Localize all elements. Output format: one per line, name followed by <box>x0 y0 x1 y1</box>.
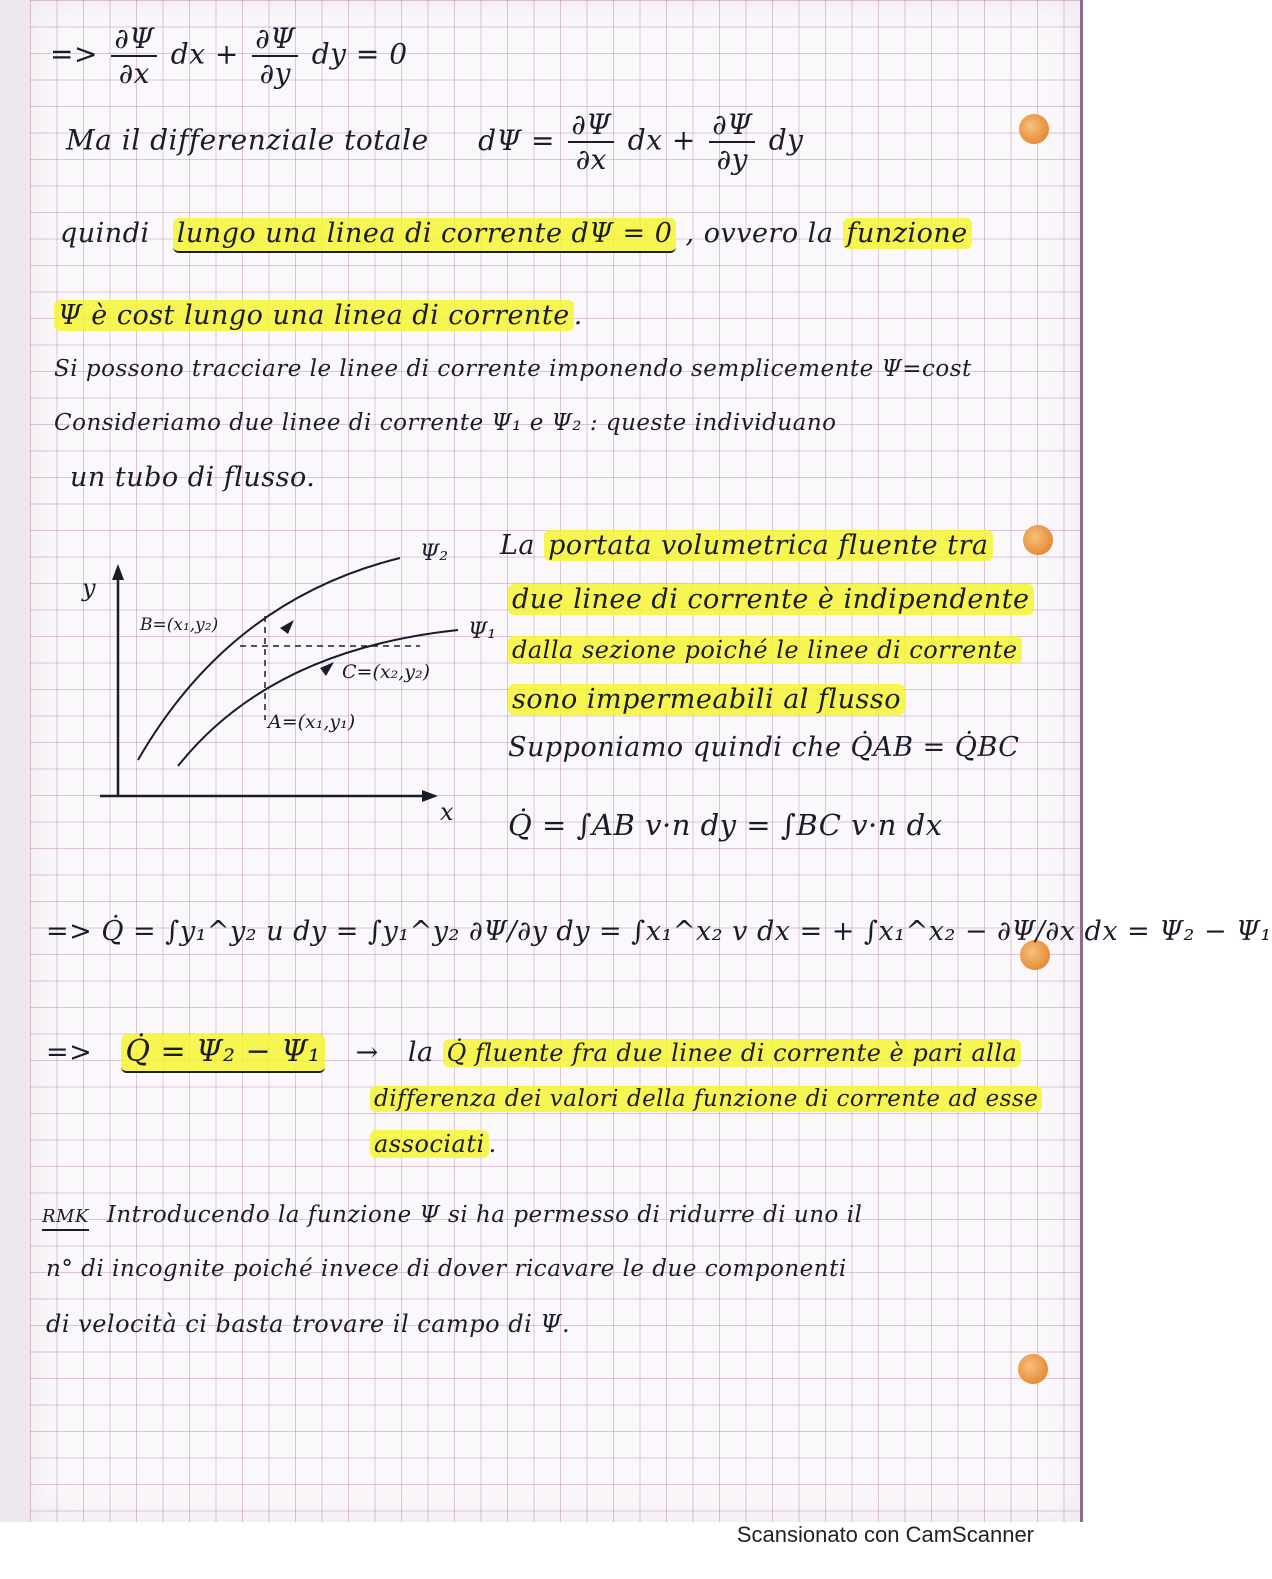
fraction: $\frac{\partial\Psi}{\partial y}$ <box>252 22 298 90</box>
remark-line-3: di velocità ci basta trovare il campo di Ψ. <box>46 1310 571 1338</box>
highlight: funzione <box>843 218 972 249</box>
fraction: $\frac{\partial\Psi}{\partial x}$ <box>111 22 157 90</box>
streamline-graph <box>82 520 530 840</box>
result-line-2 <box>370 1086 1042 1112</box>
highlight: associati <box>370 1130 489 1158</box>
boxed-result: Q̇ = Ψ₂ − Ψ₁ <box>121 1034 324 1073</box>
fraction: $\frac{\partial\Psi}{\partial x}$ <box>568 108 614 176</box>
y-axis-label: y <box>82 574 96 602</box>
curve-label-psi2: Ψ₂ <box>420 541 449 566</box>
text-right-2 <box>508 584 1034 615</box>
point-label-c: C=(x₂,y₂) <box>342 661 431 683</box>
punch-hole <box>1019 114 1049 144</box>
flow-rate-integral: Q̇ = ∫AB v·n dy = ∫BC v·n dx <box>508 808 943 842</box>
streamline-psi1 <box>178 630 458 766</box>
highlight: Ψ è cost lungo una linea di corrente <box>54 300 574 331</box>
punch-hole <box>1023 525 1053 555</box>
curve-label-psi1: Ψ₁ <box>468 619 497 644</box>
arrow-icon <box>280 620 294 634</box>
arrow-icon <box>320 662 334 676</box>
text-line-7: un tubo di flusso. <box>70 462 316 493</box>
x-axis-arrowhead <box>422 790 438 802</box>
equation-line-1: => $\frac{\partial\Psi}{\partial x}$ dx + $\frac{\partial\Psi}{\partial y}$ dy = 0 <box>50 22 408 90</box>
remark-label: RMK <box>42 1206 89 1231</box>
implies-arrow: => <box>50 37 98 71</box>
text-line-4: Ψ è cost lungo una linea di corrente . <box>54 300 583 331</box>
remark-line-2: n° di incognite poiché invece di dover ricavare le due componenti <box>46 1256 847 1282</box>
scanner-footer: Scansionato con CamScanner <box>736 1522 1034 1547</box>
punch-hole <box>1018 1354 1048 1384</box>
text-right-3 <box>508 636 1022 664</box>
result-line-3: associati . <box>370 1130 497 1158</box>
text-right-4 <box>508 684 905 715</box>
point-label-b: B=(x₁,y₂) <box>140 615 219 635</box>
text-line-3: quindi lungo una linea di corrente dΨ = 0 , ovvero la funzione <box>60 218 972 249</box>
remark-line-1: RMK Introducendo la funzione Ψ si ha permesso di ridurre di uno il <box>42 1202 862 1228</box>
equation-line-2: Ma il differenziale totale dΨ = $\frac{\partial\Psi}{\partial x}$ dx + $\frac{\partial\Psi}{\partial y}$ dy <box>66 108 804 176</box>
notebook-page <box>30 0 1272 1522</box>
highlight: dalla sezione poiché le linee di corrente <box>508 636 1022 664</box>
text-line-6: Consideriamo due linee di corrente Ψ₁ e Ψ₂ : queste individuano <box>54 410 837 436</box>
highlight: sono impermeabili al flusso <box>508 684 905 715</box>
highlight: differenza dei valori della funzione di corrente ad esse <box>370 1086 1042 1112</box>
integral-chain: => Q̇ = ∫y₁^y₂ u dy = ∫y₁^y₂ ∂Ψ/∂y dy = ∫x₁^x₂ v dx = + ∫x₁^x₂ − ∂Ψ/∂x dx = Ψ₂ − Ψ₁ <box>46 916 1272 947</box>
right-arrow: → <box>355 1037 379 1068</box>
highlight: Q̇ fluente fra due linee di corrente è pari alla <box>443 1039 1022 1067</box>
highlight: lungo una linea di corrente dΨ = 0 <box>173 218 677 253</box>
y-axis-arrowhead <box>112 564 124 580</box>
text-right-5: Supponiamo quindi che Q̇AB = Q̇BC <box>508 732 1020 763</box>
point-label-a: A=(x₁,y₁) <box>268 711 356 733</box>
x-axis-label: x <box>440 798 454 826</box>
highlight: due linee di corrente è indipendente <box>508 584 1034 615</box>
result-line-1: => Q̇ = Ψ₂ − Ψ₁ → la Q̇ fluente fra due linee di corrente è pari alla <box>46 1034 1021 1069</box>
text-right-1: La portata volumetrica fluente tra <box>500 530 993 561</box>
scan-edge <box>0 0 30 1522</box>
text-line-5: Si possono tracciare le linee di corrente imponendo semplicemente Ψ=cost <box>54 356 972 382</box>
fraction: $\frac{\partial\Psi}{\partial y}$ <box>709 108 755 176</box>
highlight: portata volumetrica fluente tra <box>544 530 992 561</box>
